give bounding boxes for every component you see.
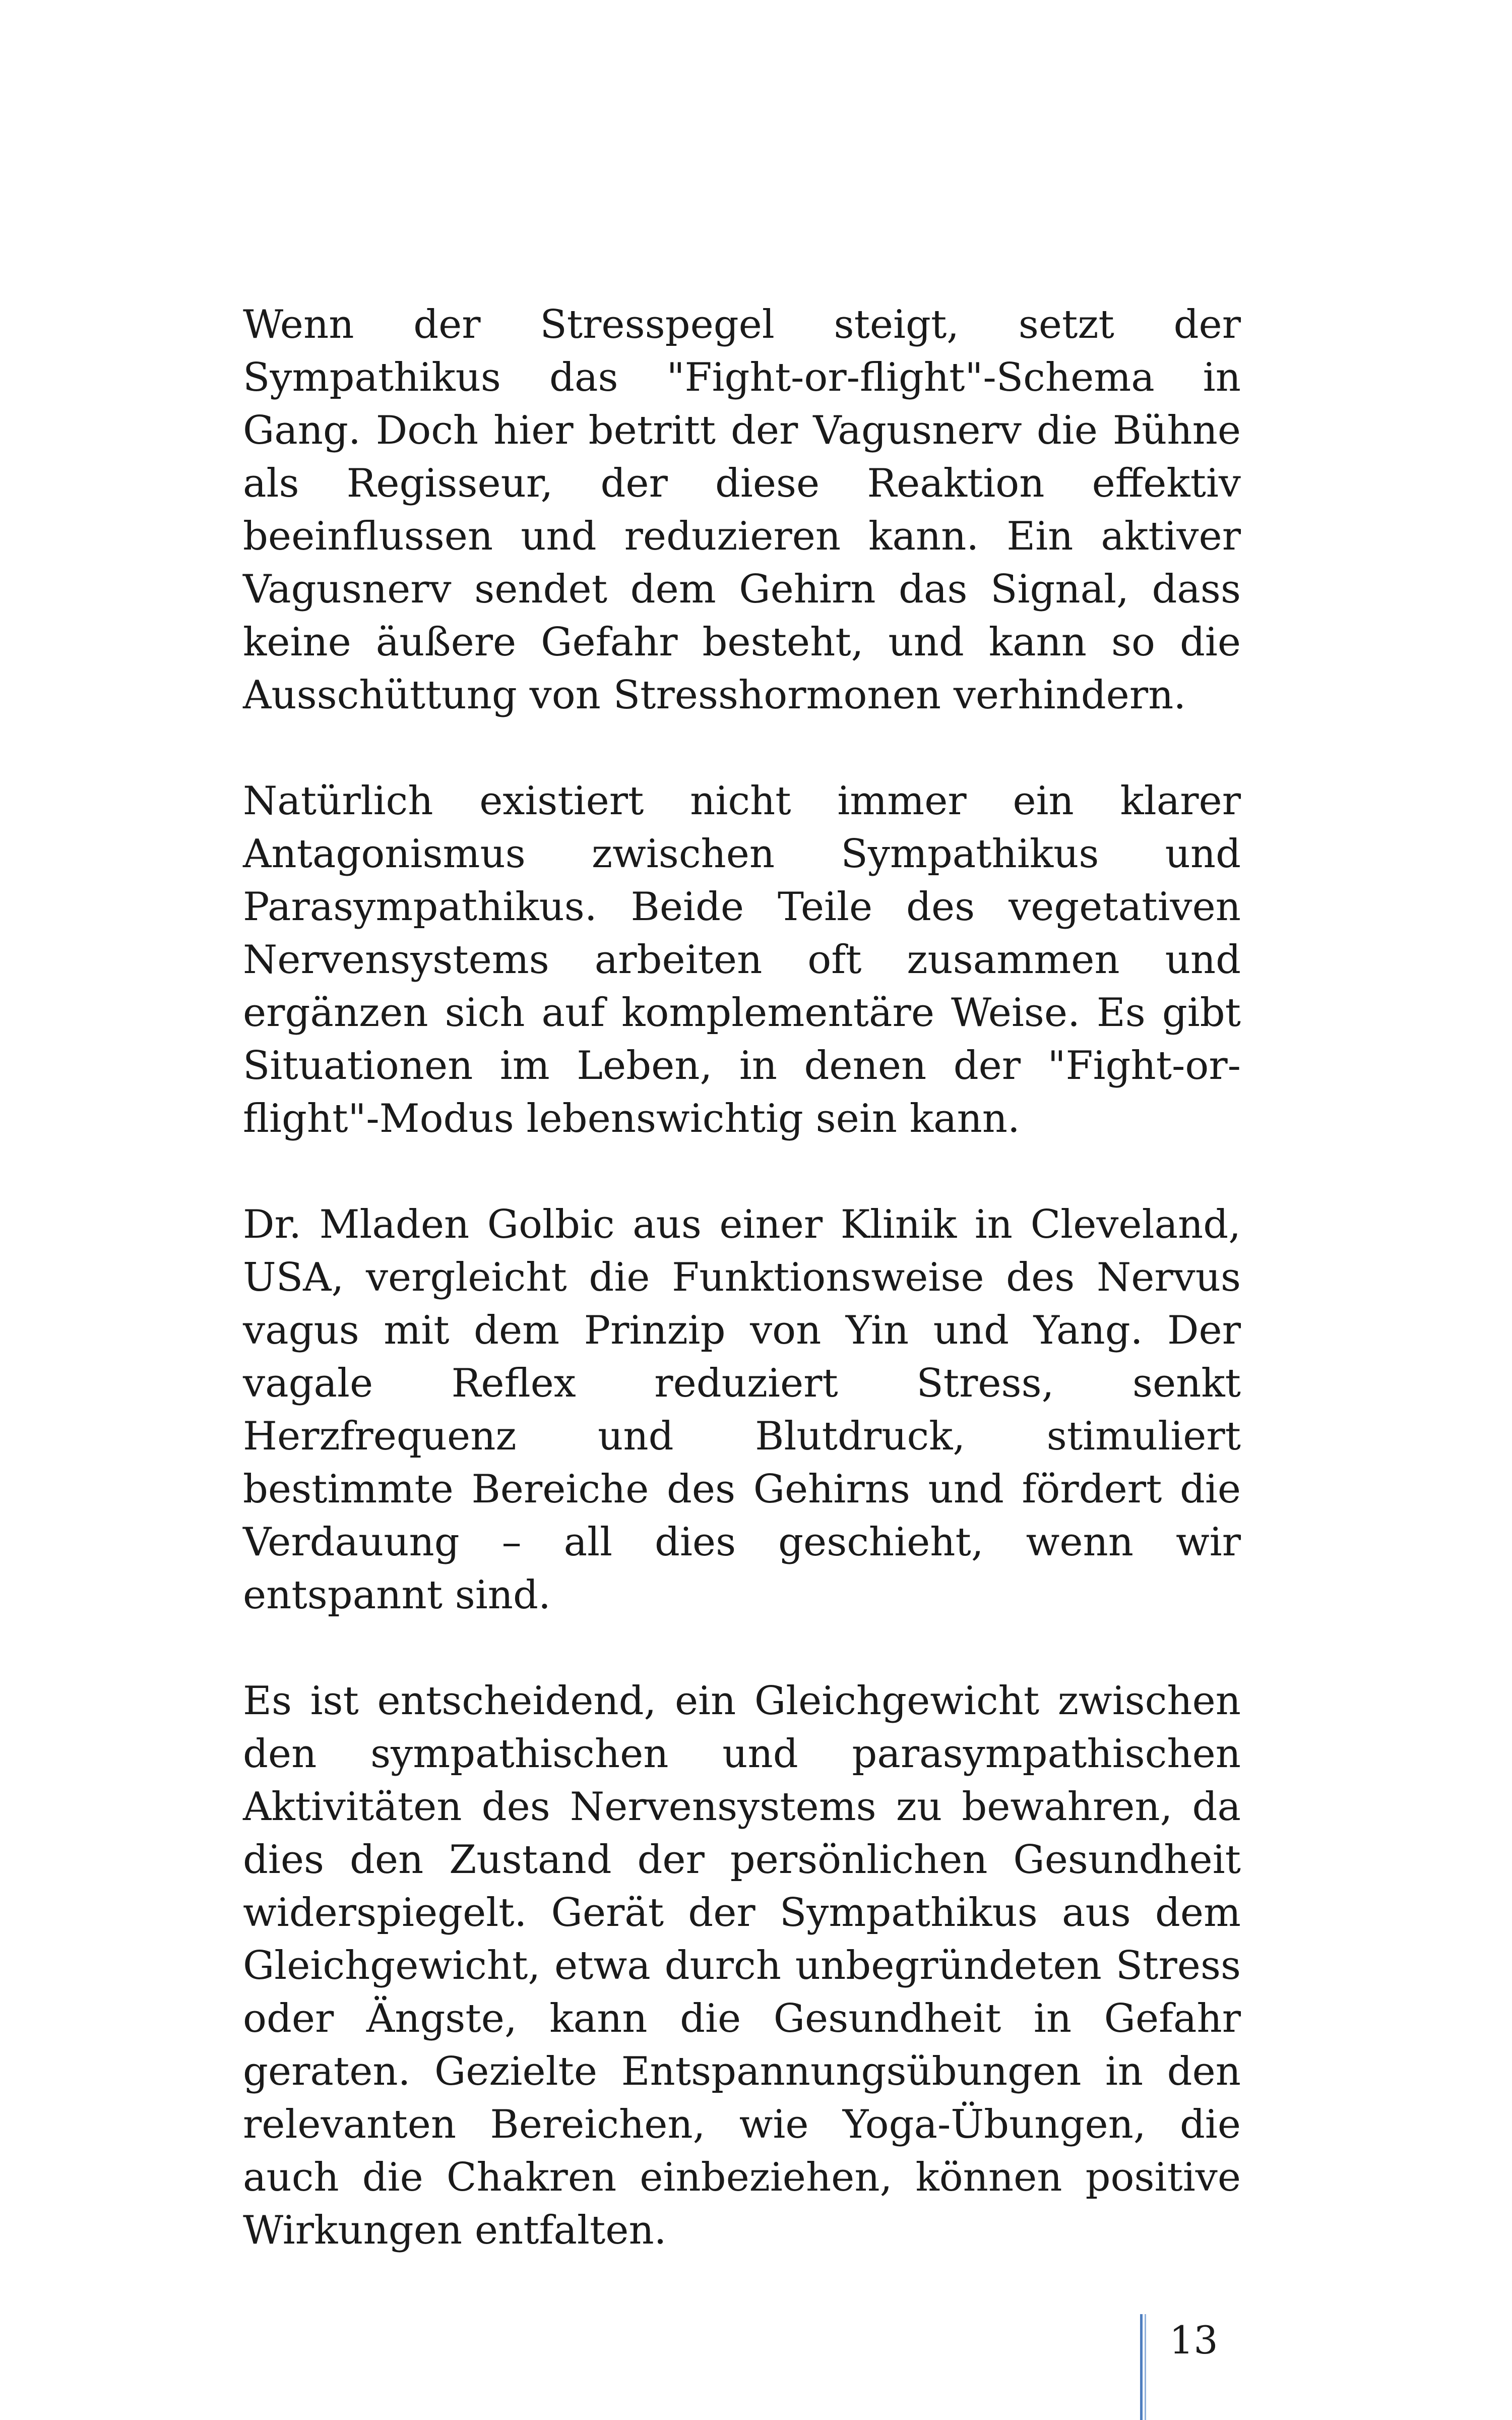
paragraph-2: Natürlich existiert nicht immer ein klarer Antagonismus zwischen Sympathikus und Parasympathikus. Beide Teile des vegetativen Nervensystems arbeiten oft zusammen und ergänzen sich auf komplementäre Weise. Es gibt Situationen im Leben, in denen der "Fight-or-flight"-Modus lebenswichtig sein kann. [243,778,1241,1141]
paragraph-4: Es ist entscheidend, ein Gleichgewicht zwischen den sympathischen und parasympathischen Aktivitäten des Nervensystems zu bewahren, da dies den Zustand der persönlichen Gesundheit widerspiegelt. Gerät der Sympathikus aus dem Gleichgewicht, etwa durch unbegründeten Stress oder Ängste, kann die Gesundheit in Gefahr geraten. Gezielte Entspannungsübungen in den relevanten Bereichen, wie Yoga-Übungen, die auch die Chakren einbeziehen, können positive Wirkungen entfalten. [243,1678,1241,2253]
page-number-rule [1140,2314,1146,2420]
paragraph-3: Dr. Mladen Golbic aus einer Klinik in Cleveland, USA, vergleicht die Funktionsweise des Nervus vagus mit dem Prinzip von Yin und Yang. Der vagale Reflex reduziert Stress, senkt Herzfrequenz und Blutdruck, stimuliert bestimmte Bereiche des Gehirns und fördert die Verdauung – all dies geschieht, wenn wir entspannt sind. [243,1202,1241,1618]
body-text [243,298,1241,2257]
page-number: 13 [1169,2318,1218,2363]
paragraph-1: Wenn der Stresspegel steigt, setzt der Sympathikus das "Fight-or-flight"-Schema in Gang. Doch hier betritt der Vagusnerv die Bühne als Regisseur, der diese Reaktion effektiv beeinflussen und reduzieren kann. Ein aktiver Vagusnerv sendet dem Gehirn das Signal, dass keine äußere Gefahr besteht, und kann so die Ausschüttung von Stresshormonen verhindern. [243,302,1241,718]
